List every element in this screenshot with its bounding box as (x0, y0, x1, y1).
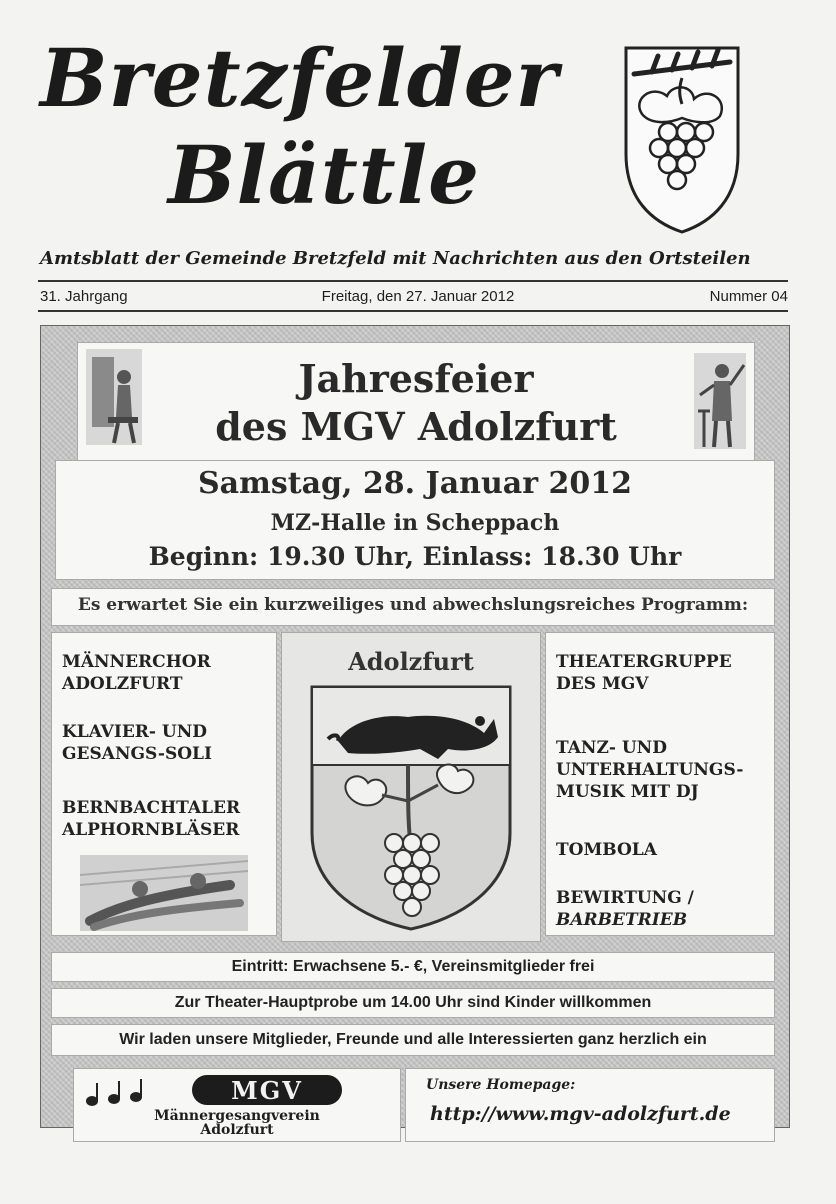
program-item-barbetrieb: BARBETRIEB (556, 910, 688, 930)
bretzfeld-crest-icon (622, 44, 742, 234)
program-item-tanz: TANZ- UND UNTERHALTUNGS- MUSIK MIT DJ (556, 738, 744, 802)
club-name-line1: Männergesangverein (154, 1108, 320, 1124)
adolzfurt-crest-icon (308, 683, 514, 933)
program-right-panel (545, 632, 775, 936)
program-left-panel (51, 632, 277, 936)
admission-text: Eintritt: Erwachsene 5.- €, Vereinsmitglieder frei (231, 958, 595, 975)
event-date: Samstag, 28. Januar 2012 (198, 466, 632, 501)
event-flyer (40, 325, 790, 1138)
mgv-logo-badge (192, 1075, 342, 1105)
invite-bar (51, 1024, 775, 1056)
invite-text: Wir laden unsere Mitglieder, Freunde und alle Interessierten ganz herzlich ein (119, 1031, 707, 1048)
event-title-line1: Jahresfeier (298, 356, 534, 401)
header-rule-top (38, 280, 788, 282)
program-item-klavier: KLAVIER- UND GESANGS-SOLI (62, 722, 212, 764)
program-item-maennerchor: MÄNNERCHOR ADOLZFURT (62, 652, 211, 694)
event-times: Beginn: 19.30 Uhr, Einlass: 18.30 Uhr (148, 542, 682, 571)
issue-number: Nummer 04 (709, 288, 788, 305)
program-item-theater: THEATERGRUPPE DES MGV (556, 652, 732, 694)
flyer-intro-panel (51, 588, 775, 626)
program-item-alphorn: BERNBACHTALER ALPHORNBLÄSER (62, 798, 241, 840)
music-notes-icon (84, 1077, 164, 1107)
program-item-tombola: TOMBOLA (556, 840, 657, 860)
masthead-title-line1: Bretzfelder (40, 31, 559, 125)
event-title-line2: des MGV Adolzfurt (215, 404, 617, 449)
masthead-subtitle: Amtsblatt der Gemeinde Bretzfeld mit Nachrichten aus den Ortsteilen (40, 248, 751, 269)
homepage-url[interactable]: http://www.mgv-adolzfurt.de (430, 1103, 731, 1125)
homepage-label: Unsere Homepage: (426, 1077, 576, 1093)
alphorn-icon (80, 855, 248, 931)
homepage-panel (405, 1068, 775, 1142)
issue-date: Freitag, den 27. Januar 2012 (321, 288, 515, 305)
admission-bar (51, 952, 775, 982)
flyer-date-panel (55, 460, 775, 580)
crest-label: Adolzfurt (348, 647, 474, 676)
kids-note-bar (51, 988, 775, 1018)
event-venue: MZ-Halle in Scheppach (270, 510, 560, 536)
club-name-line2: Adolzfurt (200, 1122, 274, 1138)
masthead-title-line2: Blättle (168, 128, 481, 222)
club-logo-panel (73, 1068, 401, 1142)
program-item-bewirtung: BEWIRTUNG / (556, 888, 694, 908)
mgv-logo-text: MGV (231, 1076, 303, 1105)
kids-note-text: Zur Theater-Hauptprobe um 14.00 Uhr sind Kinder willkommen (174, 994, 652, 1011)
header-rule-bottom (38, 310, 788, 312)
crest-panel (281, 632, 541, 942)
issue-volume: 31. Jahrgang (40, 288, 128, 305)
event-intro: Es erwartet Sie ein kurzweiliges und abwechslungsreiches Programm: (77, 595, 749, 615)
flyer-header-panel (77, 342, 755, 462)
